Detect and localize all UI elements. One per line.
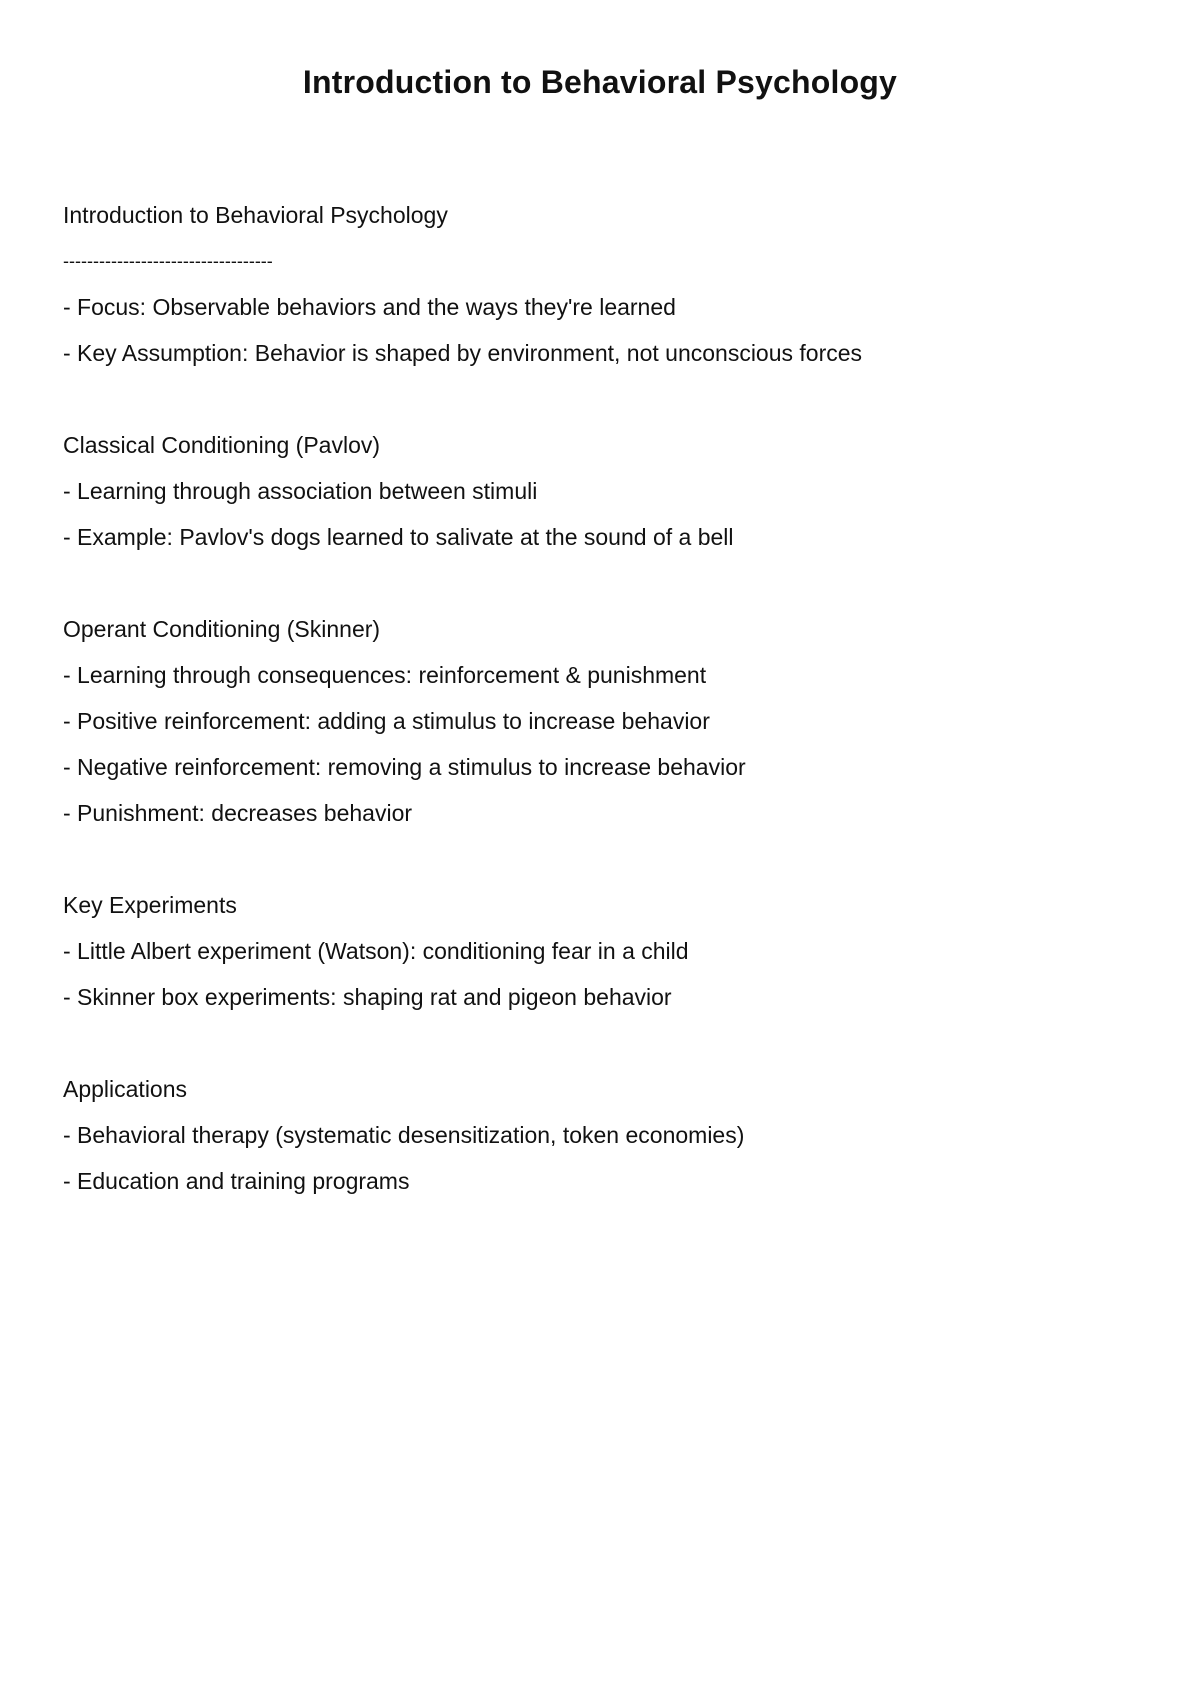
section-heading: Operant Conditioning (Skinner) xyxy=(63,616,381,642)
intro-heading: Introduction to Behavioral Psychology xyxy=(63,202,448,228)
heading-rule: ----------------------------------- xyxy=(63,251,273,271)
list-item: - Negative reinforcement: removing a stimulus to increase behavior xyxy=(63,754,746,780)
list-item: - Learning through consequences: reinforcement & punishment xyxy=(63,662,707,688)
list-item: - Positive reinforcement: adding a stimulus to increase behavior xyxy=(63,708,710,734)
blank-line xyxy=(63,560,1143,606)
list-item: - Learning through association between stimuli xyxy=(63,478,538,504)
list-item: - Education and training programs xyxy=(63,1168,410,1194)
applications-section xyxy=(63,1066,1143,1204)
blank-line xyxy=(63,1020,1143,1066)
classical-conditioning-section xyxy=(63,422,1143,560)
key-experiments-section xyxy=(63,882,1143,1020)
blank-line xyxy=(63,836,1143,882)
document-title: Introduction to Behavioral Psychology xyxy=(302,64,898,100)
list-item: - Punishment: decreases behavior xyxy=(63,800,413,826)
list-item: - Key Assumption: Behavior is shaped by environment, not unconscious forces xyxy=(63,340,863,366)
section-heading: Applications xyxy=(63,1076,188,1102)
list-item: - Behavioral therapy (systematic desensitization, token economies) xyxy=(63,1122,745,1148)
intro-section xyxy=(63,192,1143,376)
section-heading: Key Experiments xyxy=(63,892,237,918)
list-item: - Skinner box experiments: shaping rat and pigeon behavior xyxy=(63,984,672,1010)
section-heading: Classical Conditioning (Pavlov) xyxy=(63,432,381,458)
blank-line xyxy=(63,376,1143,422)
operant-conditioning-section xyxy=(63,606,1143,836)
document-body xyxy=(63,192,1143,1204)
list-item: - Focus: Observable behaviors and the ways they're learned xyxy=(63,294,676,320)
list-item: - Little Albert experiment (Watson): conditioning fear in a child xyxy=(63,938,689,964)
list-item: - Example: Pavlov's dogs learned to salivate at the sound of a bell xyxy=(63,524,734,550)
